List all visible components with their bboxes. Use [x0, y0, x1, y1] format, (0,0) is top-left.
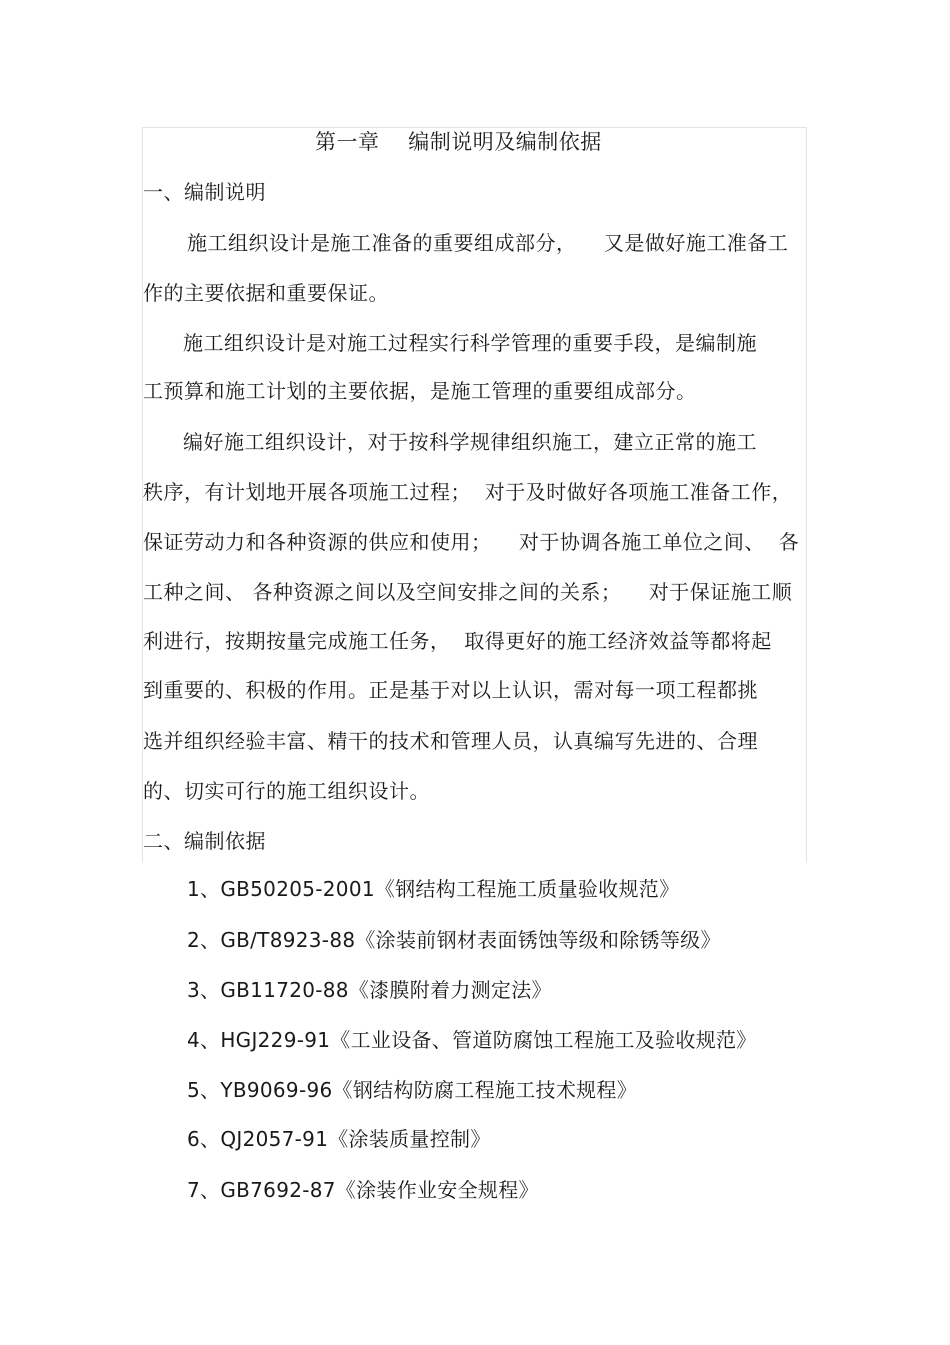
paragraph-line: 工预算和施工计划的主要依据，是施工管理的重要组成部分。: [143, 379, 697, 403]
standard-list-item: 5、YB9069-96《钢结构防腐工程施工技术规程》: [187, 1078, 638, 1102]
standard-list-item: 1、GB50205-2001《钢结构工程施工质量验收规范》: [187, 877, 680, 901]
section-heading-basis: 二、编制依据: [143, 829, 266, 853]
paragraph-line: 工种之间、 各种资源之间以及空间安排之间的关系； 对于保证施工顺: [143, 580, 793, 604]
paragraph-line: 作的主要依据和重要保证。: [143, 281, 389, 305]
paragraph-line: 利进行，按期按量完成施工任务， 取得更好的施工经济效益等都将起: [143, 629, 772, 653]
standard-list-item: 7、GB7692-87《涂装作业安全规程》: [187, 1178, 539, 1202]
standard-list-item: 4、HGJ229-91《工业设备、管道防腐蚀工程施工及验收规范》: [187, 1028, 757, 1052]
standard-list-item: 6、QJ2057-91《涂装质量控制》: [187, 1127, 491, 1151]
standard-list-item: 2、GB/T8923-88《涂装前钢材表面锈蚀等级和除锈等级》: [187, 928, 721, 952]
paragraph-line: 施工组织设计是对施工过程实行科学管理的重要手段，是编制施: [183, 331, 757, 355]
paragraph-line: 秩序，有计划地开展各项施工过程； 对于及时做好各项施工准备工作，: [143, 480, 793, 504]
section-heading-explanation: 一、编制说明: [143, 180, 266, 204]
standard-list-item: 3、GB11720-88《漆膜附着力测定法》: [187, 978, 552, 1002]
paragraph-line: 选并组织经验丰富、精干的技术和管理人员，认真编写先进的、合理: [143, 729, 758, 753]
paragraph-line: 施工组织设计是施工准备的重要组成部分， 又是做好施工准备工: [187, 231, 789, 255]
paragraph-line: 保证劳动力和各种资源的供应和使用； 对于协调各施工单位之间、 各: [143, 530, 800, 554]
chapter-title: 第一章 编制说明及编制依据: [315, 130, 602, 154]
paragraph-line: 的、切实可行的施工组织设计。: [143, 779, 430, 803]
paragraph-line: 到重要的、积极的作用。正是基于对以上认识，需对每一项工程都挑: [143, 678, 758, 702]
paragraph-line: 编好施工组织设计，对于按科学规律组织施工，建立正常的施工: [183, 430, 757, 454]
